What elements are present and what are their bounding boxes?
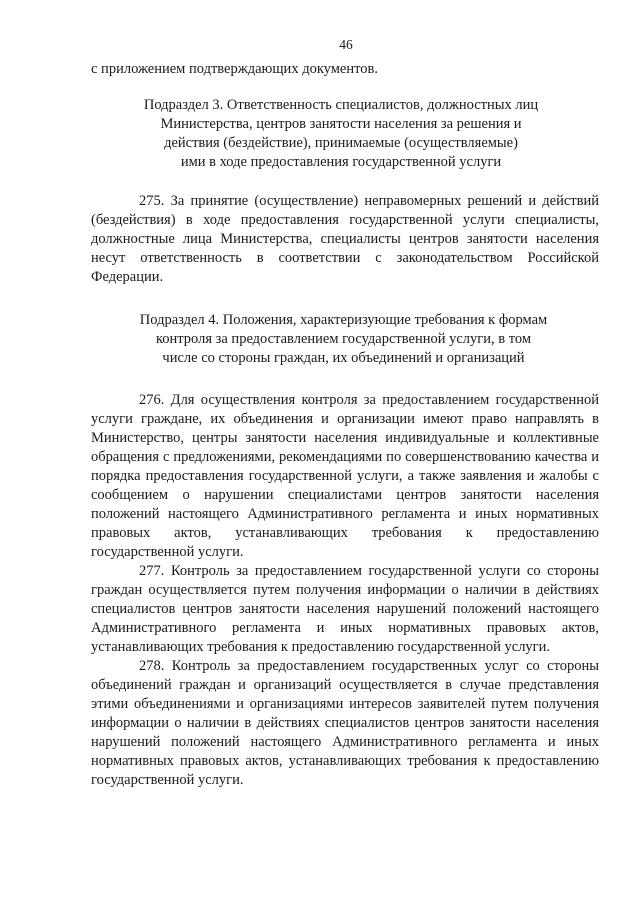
page-number: 46 [339,37,353,52]
paragraph-275: 275. За принятие (осуществление) неправомерных решений и действий (бездействия) в ходе предоставления государственной услуги специалисты, должностные лица Министерства, специалисты центров занятости населения несут ответственность в соответствии с законодательством Российской Федерации. [91,193,599,285]
heading-line: ими в ходе предоставления государственной услуги [180,154,502,170]
heading-line: действия (бездействие), принимаемые (осуществляемые) [164,135,518,151]
heading-line: Подраздел 3. Ответственность специалистов, должностных лиц [143,97,539,113]
heading-line: числе со стороны граждан, их объединений и организаций [162,350,525,366]
paragraph-276: 276. Для осуществления контроля за предоставлением государственной услуги граждане, их объединения и организации имеют право направлять в Министерство, центры занятости населения индивидуальные и коллективные обращения с предложениями, рекомендациями по совершенствованию качества и порядка предоставления государственной услуги, а также заявления и жалобы с сообщением о нарушении специалистами центров занятости населения положений настоящего Административного регламента и иных нормативных правовых актов, устанавливающих требования к предоставлению государственной услуги. [91,392,599,560]
heading-line: Подраздел 4. Положения, характеризующие требования к формам [139,312,548,328]
subsection-4-heading [121,311,566,368]
subsection-3-heading [126,96,556,172]
heading-line: Министерства, центров занятости населения за решения и [160,116,522,132]
continuation-text: с приложением подтверждающих документов. [91,61,378,77]
paragraph-277: 277. Контроль за предоставлением государственной услуги со стороны граждан осуществляется путем получения информации о наличии в действиях специалистов центров занятости населения нарушений положений настоящего Административного регламента и иных нормативных правовых актов, устанавливающих требования к предоставлению государственной услуги. [91,563,599,655]
heading-line: контроля за предоставлением государственной услуги, в том [155,331,532,347]
paragraph-278: 278. Контроль за предоставлением государственных услуг со стороны объединений граждан и организаций осуществляется в случае представления этими объединениями и организациями интересов заявителей путем получения информации о наличии в действиях специалистов центров занятости населения нарушений положений настоящего Административного регламента и иных нормативных правовых актов, устанавливающих требования к предоставлению государственной услуги. [91,658,599,788]
